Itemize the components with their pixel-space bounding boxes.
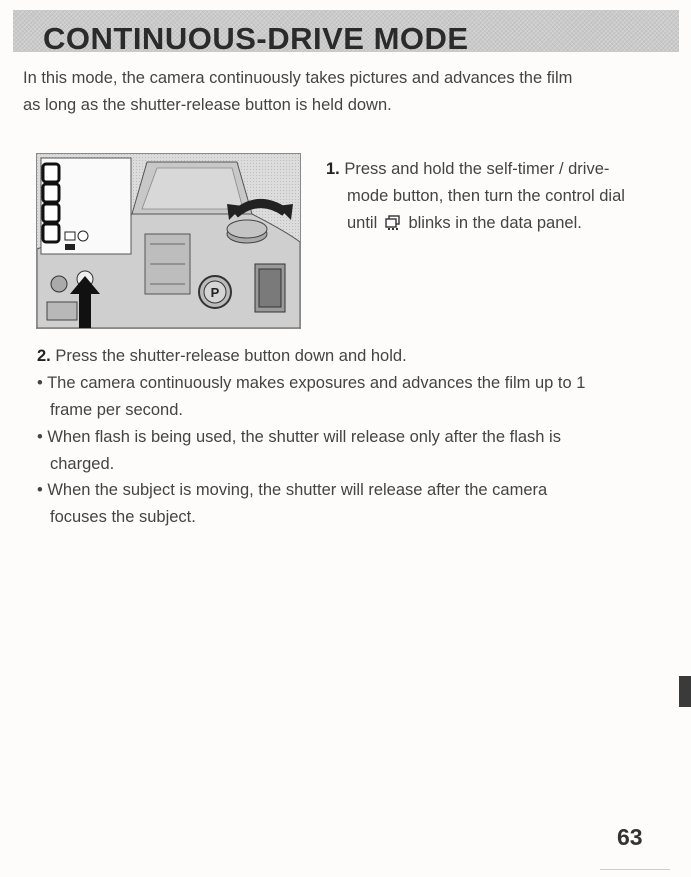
camera-top-illustration [36,153,301,329]
step-1-blinks: blinks in the data panel. [408,214,582,232]
step-2-line [37,348,407,365]
bullet-3-line-1: • When the subject is moving, the shutter will release after the camera [37,481,548,499]
bullet-1-line-2: frame per second. [50,401,183,419]
step-2-text: Press the shutter-release button down and hold. [55,347,407,365]
title-band [13,10,679,56]
continuous-drive-icon [385,215,401,230]
dial-mode-letter: P [210,285,220,300]
section-tab-marker [679,676,691,707]
step-2-number: 2. [37,347,51,365]
step-1-line-2: mode button, then turn the control dial [347,187,625,205]
page-title: CONTINUOUS-DRIVE MODE [43,21,469,56]
intro-line-1: In this mode, the camera continuously takes pictures and advances the film [23,69,573,87]
bullet-3-line-2: focuses the subject. [50,508,196,526]
step-1-until: until [347,214,378,232]
bullet-2-line-2: charged. [50,455,115,473]
step-1-number: 1. [326,160,340,178]
step-1-line-3 [347,215,582,232]
camera-top-drawing [37,154,300,328]
bullet-1-line-1: • The camera continuously makes exposures and advances the film up to 1 [37,374,586,392]
bottom-divider [600,869,670,870]
bullet-2-line-1: • When flash is being used, the shutter will release only after the flash is [37,428,561,446]
step-1-line-1 [326,161,609,178]
intro-line-2: as long as the shutter-release button is held down. [23,96,392,114]
page-number: 63 [617,824,643,850]
step-1-text-1: Press and hold the self-timer / drive- [344,160,610,178]
